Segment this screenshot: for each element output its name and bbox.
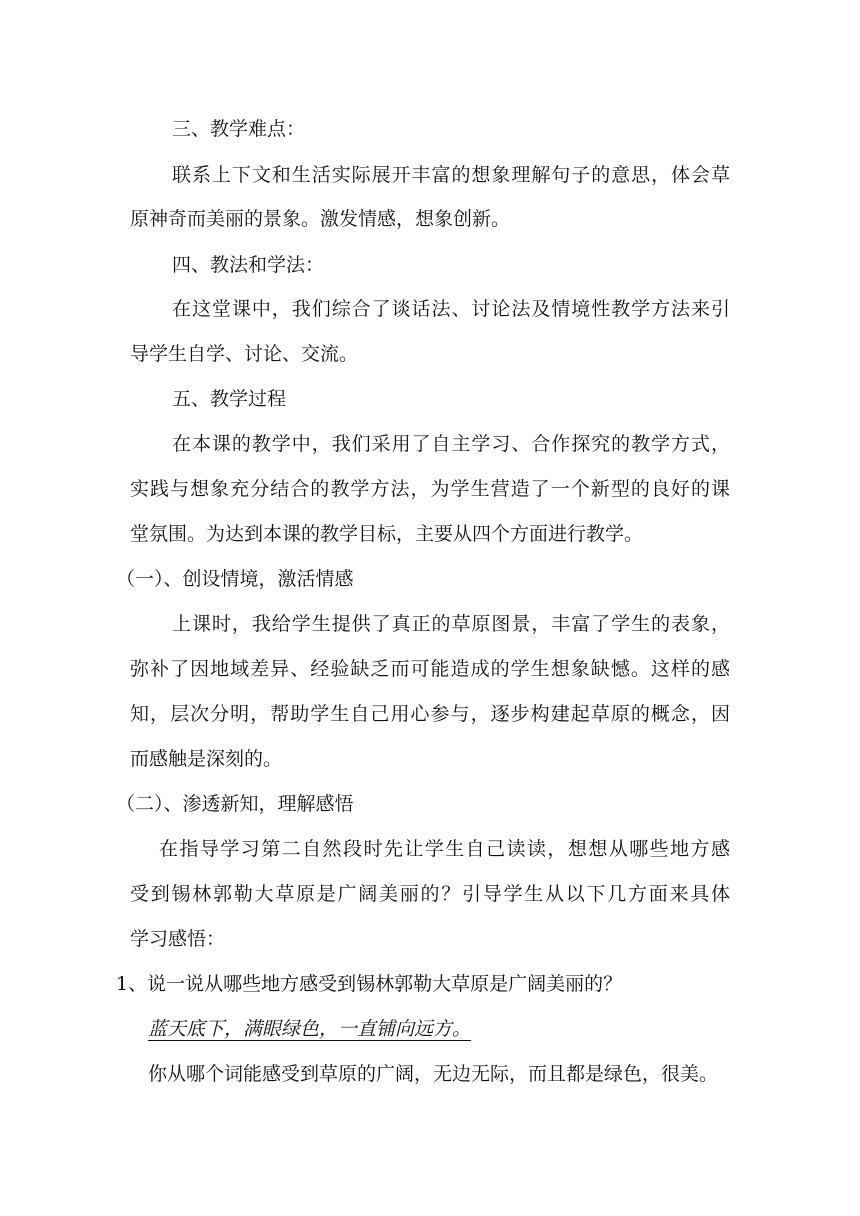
paragraph-line: 受到锡林郭勒大草原是广阔美丽的？引导学生从以下几方面来具体	[130, 883, 730, 905]
quoted-sentence: 蓝天底下，满眼绿色，一直铺向远方。	[148, 1018, 472, 1040]
paragraph-line: 在指导学习第二自然段时先让学生自己读读，想想从哪些地方感	[159, 838, 730, 860]
heading-teaching-process: 五、教学过程	[172, 388, 287, 410]
paragraph-line: 弥补了因地域差异、经验缺乏而可能造成的学生想象缺憾。这样的感	[130, 658, 730, 680]
paragraph-line: 而感触是深刻的。	[130, 748, 283, 770]
paragraph-line: 你从哪个词能感受到草原的广阔，无边无际，而且都是绿色，很美。	[148, 1063, 719, 1085]
numbered-item-1: 1、说一说从哪些地方感受到锡林郭勒大草原是广阔美丽的？	[116, 973, 623, 995]
paragraph-line: 原神奇而美丽的景象。激发情感，想象创新。	[130, 208, 511, 230]
heading-methods: 四、教法和学法：	[172, 254, 325, 276]
paragraph-line: 学习感悟：	[130, 928, 226, 950]
paragraph-line: 在这堂课中，我们综合了谈话法、讨论法及情境性教学方法来引	[172, 298, 730, 320]
heading-teaching-difficulties: 三、教学难点：	[172, 118, 306, 140]
subheading-new-knowledge: （二）、渗透新知，理解感悟	[116, 793, 354, 815]
paragraph-line: 在本课的教学中，我们采用了自主学习、合作探究的教学方式，	[172, 433, 730, 455]
paragraph-line: 实践与想象充分结合的教学方法，为学生营造了一个新型的良好的课	[130, 478, 730, 500]
paragraph-line: 堂氛围。为达到本课的教学目标，主要从四个方面进行教学。	[130, 523, 644, 545]
subheading-create-situation: （一）、创设情境，激活情感	[116, 568, 354, 590]
paragraph-line: 联系上下文和生活实际展开丰富的想象理解句子的意思，体会草	[172, 164, 730, 186]
paragraph-line: 上课时，我给学生提供了真正的草原图景，丰富了学生的表象，	[172, 613, 730, 635]
paragraph-line: 知，层次分明，帮助学生自己用心参与，逐步构建起草原的概念，因	[130, 703, 730, 725]
paragraph-line: 导学生自学、讨论、交流。	[130, 343, 359, 365]
